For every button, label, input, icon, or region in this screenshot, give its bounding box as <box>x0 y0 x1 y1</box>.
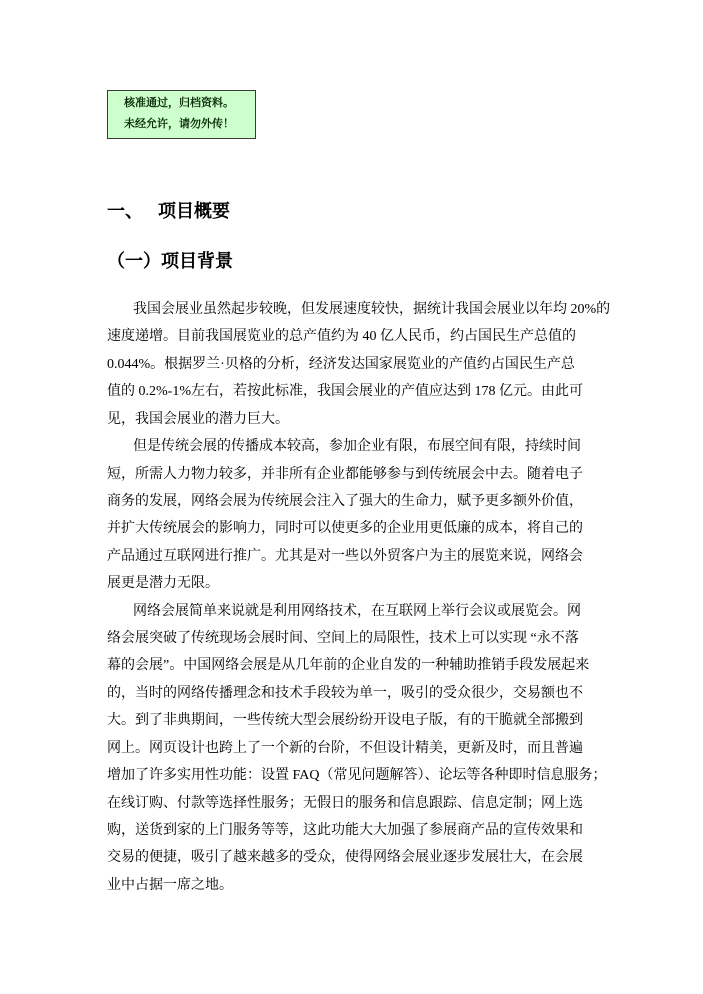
section-heading <box>107 201 307 223</box>
paragraph-line: 0.044%。根据罗兰·贝格的分析，经济发达国家展览业的产值约占国民生产总 <box>107 356 575 372</box>
paragraph-line: 大。到了非典期间，一些传统大型会展纷纷开设电子版，有的干脆就全部搬到 <box>107 713 583 729</box>
paragraph-line: 见，我国会展业的潜力巨大。 <box>107 411 289 427</box>
paragraph-line: 幕的会展”。中国网络会展是从几年前的企业自发的一种辅助推销手段发展起来 <box>107 658 590 674</box>
section-number: 一、 <box>107 201 143 222</box>
paragraph-line: 络会展突破了传统现场会展时间、空间上的局限性，技术上可以实现 “永不落 <box>107 631 579 647</box>
notice-line-confidential: 未经允许，请勿外传！ <box>124 118 234 130</box>
paragraph-line: 购，送货到家的上门服务等等，这此功能大大加强了参展商产品的宣传效果和 <box>107 823 583 839</box>
paragraph-line: 商务的发展，网络会展为传统展会注入了强大的生命力，赋予更多额外价值， <box>107 493 583 509</box>
paragraph-line: 展更是潜力无限。 <box>107 576 219 592</box>
section-title: 项目概要 <box>158 201 230 222</box>
paragraph-line: 速度递增。目前我国展览业的总产值约为 40 亿人民币，约占国民生产总值的 <box>107 329 576 345</box>
paragraph-line: 业中占据一席之地。 <box>107 877 233 893</box>
paragraph-line: 交易的便捷，吸引了越来越多的受众，使得网络会展业逐步发展壮大，在会展 <box>107 850 583 866</box>
paragraph-line: 我国会展业虽然起步较晚，但发展速度较快，据统计我国会展业以年均 20%的 <box>133 302 611 317</box>
approval-notice-box <box>107 90 256 139</box>
paragraph-2 <box>107 433 647 598</box>
paragraph-line: 产品通过互联网进行推广。尤其是对一些以外贸客户为主的展览来说，网络会 <box>107 548 583 564</box>
paragraph-line: 网上。网页设计也跨上了一个新的台阶，不但设计精美，更新及时，而且普遍 <box>107 740 583 756</box>
paragraph-line: 的，当时的网络传播理念和技术手段较为单一，吸引的受众很少，交易额也不 <box>107 685 583 701</box>
paragraph-line: 但是传统会展的传播成本较高，参加企业有限，布展空间有限，持续时间 <box>133 439 581 455</box>
notice-line-approved: 核准通过，归档资料。 <box>124 97 234 109</box>
paragraph-line: 网络会展简单来说就是利用网络技术，在互联网上举行会议或展览会。网 <box>133 603 581 619</box>
paragraph-line: 在线订购、付款等选择性服务；无假日的服务和信息跟踪、信息定制；网上选 <box>107 795 583 811</box>
paragraph-line: 短，所需人力物力较多，并非所有企业都能够参与到传统展会中去。随着电子 <box>107 466 583 482</box>
paragraph-line: 并扩大传统展会的影响力，同时可以使更多的企业用更低廉的成本，将自己的 <box>107 521 583 537</box>
paragraph-line: 增加了许多实用性功能：设置 FAQ（常见问题解答）、论坛等各种即时信息服务； <box>107 768 607 784</box>
paragraph-3 <box>107 598 647 900</box>
paragraph-1 <box>107 296 647 433</box>
body-text <box>107 296 647 899</box>
subsection-heading: （一）项目背景 <box>107 251 233 272</box>
paragraph-line: 值的 0.2%-1%左右，若按此标准，我国会展业的产值应达到 178 亿元。由此可 <box>107 384 583 400</box>
